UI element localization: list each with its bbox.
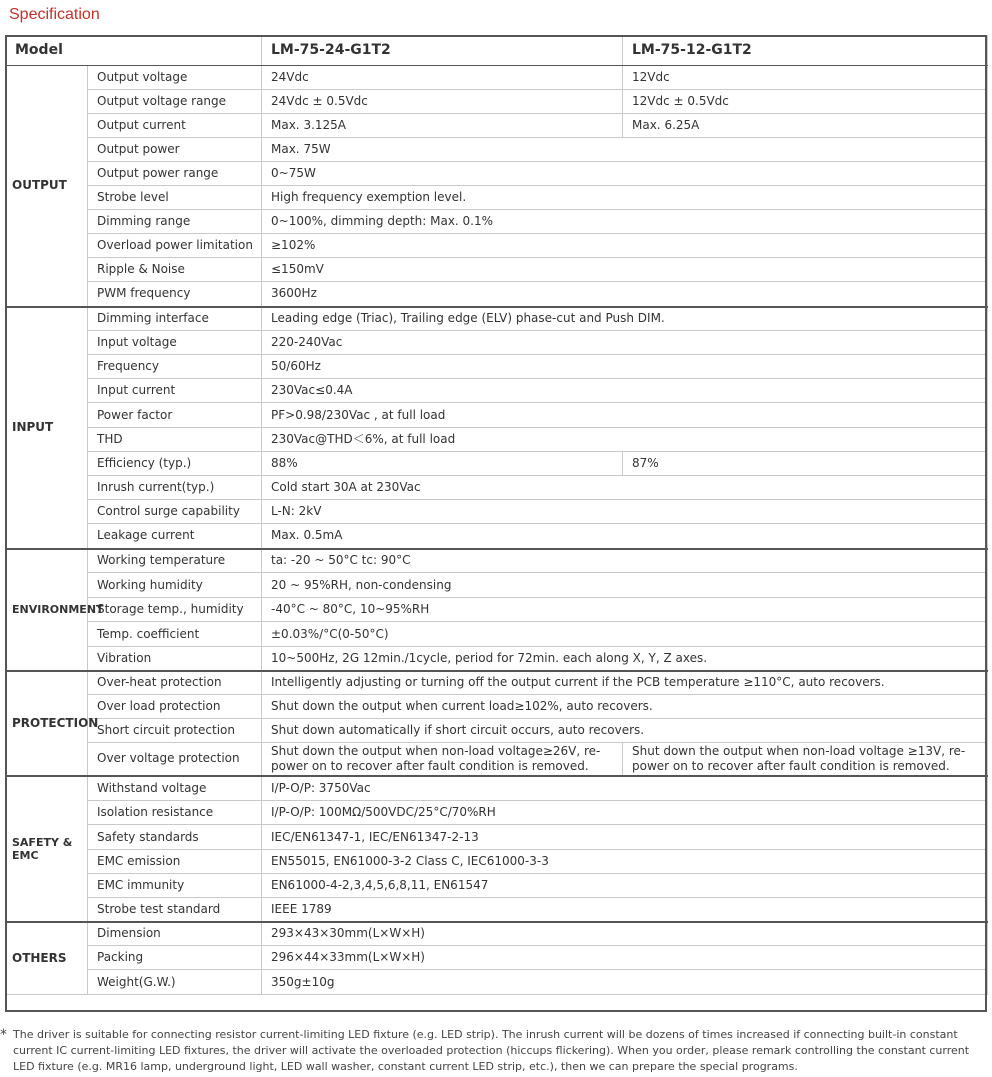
spec-value: EN61000-4-2,3,4,5,6,8,11, EN61547 <box>262 874 988 898</box>
spec-label: Frequency <box>88 355 262 379</box>
spec-value: IEEE 1789 <box>262 898 988 922</box>
asterisk-icon: * <box>0 1027 7 1043</box>
table-row <box>6 719 988 743</box>
table-row <box>6 428 988 452</box>
table-row <box>6 801 988 825</box>
spec-label: Output power <box>88 138 262 162</box>
spec-value: Leading edge (Triac), Trailing edge (ELV) phase-cut and Push DIM. <box>262 307 988 331</box>
table-row <box>6 90 988 114</box>
table-row <box>6 379 988 403</box>
spec-value: -40°C ~ 80°C, 10~95%RH <box>262 598 988 622</box>
group-label: OTHERS <box>6 922 88 995</box>
spec-value: 350g±10g <box>262 970 988 995</box>
table-row <box>6 776 988 801</box>
spec-value: 230Vac@THD＜6%, at full load <box>262 428 988 452</box>
spec-value: 0~100%, dimming depth: Max. 0.1% <box>262 210 988 234</box>
spec-value: ta: -20 ~ 50°C tc: 90°C <box>262 549 988 573</box>
spec-value: ≤150mV <box>262 258 988 282</box>
spec-label: EMC emission <box>88 850 262 874</box>
spec-value: Max. 3.125A <box>262 114 623 138</box>
table-row <box>6 476 988 500</box>
table-row <box>6 647 988 671</box>
table-row <box>6 258 988 282</box>
spec-value-b: Max. 6.25A <box>623 114 988 138</box>
spec-label: Working humidity <box>88 573 262 598</box>
spec-value: Max. 75W <box>262 138 988 162</box>
table-row <box>6 234 988 258</box>
spec-label: Dimming range <box>88 210 262 234</box>
table-row <box>6 114 988 138</box>
table-row <box>6 622 988 647</box>
table-row <box>6 850 988 874</box>
group-label: PROTECTION <box>6 671 88 776</box>
spec-label: Ripple & Noise <box>88 258 262 282</box>
table-row <box>6 162 988 186</box>
spec-value: I/P-O/P: 3750Vac <box>262 776 988 801</box>
spec-value: 24Vdc ± 0.5Vdc <box>262 90 623 114</box>
spec-value: Shut down the output when current load≥102%, auto recovers. <box>262 695 988 719</box>
spec-label: PWM frequency <box>88 282 262 307</box>
spec-value: 20 ~ 95%RH, non-condensing <box>262 573 988 598</box>
spec-value: Shut down the output when non-load voltage≥26V, re-power on to recover after fault condition is removed. <box>262 743 623 776</box>
group-label: SAFETY & EMC <box>6 776 88 922</box>
spec-label: Over load protection <box>88 695 262 719</box>
spec-label: Safety standards <box>88 825 262 850</box>
footnote-text: The driver is suitable for connecting resistor current-limiting LED fixture (e.g. LED strip). The inrush current will be dozens of times increased if connecting built-in constant current IC current-limiting LED fixtures, the driver will activate the overloaded protection (hiccups flickering). When you order, please remark controlling the constant current LED fixture (e.g. MR16 lamp, underground light, LED wall washer, constant current LED strip, etc.), then we can prepare the special programs. <box>13 1028 970 1073</box>
spec-label: Efficiency (typ.) <box>88 452 262 476</box>
spec-label: Output voltage range <box>88 90 262 114</box>
spec-value-b: Shut down the output when non-load voltage ≥13V, re-power on to recover after fault condition is removed. <box>623 743 988 776</box>
spec-label: Vibration <box>88 647 262 671</box>
table-row <box>6 331 988 355</box>
model-a-header: LM-75-24-G1T2 <box>262 36 623 66</box>
spec-label: EMC immunity <box>88 874 262 898</box>
group-label: OUTPUT <box>6 66 88 307</box>
table-row <box>6 524 988 549</box>
spec-label: Power factor <box>88 403 262 428</box>
spec-value: 220-240Vac <box>262 331 988 355</box>
table-row <box>6 186 988 210</box>
spec-value: Cold start 30A at 230Vac <box>262 476 988 500</box>
spec-value: IEC/EN61347-1, IEC/EN61347-2-13 <box>262 825 988 850</box>
spec-label: Packing <box>88 946 262 970</box>
spec-value: 88% <box>262 452 623 476</box>
table-row <box>6 671 988 695</box>
spec-value: 3600Hz <box>262 282 988 307</box>
spec-value-b: 12Vdc ± 0.5Vdc <box>623 90 988 114</box>
spec-value-b: 12Vdc <box>623 66 988 90</box>
spec-label: Over-heat protection <box>88 671 262 695</box>
spec-label: Input current <box>88 379 262 403</box>
spec-value: Intelligently adjusting or turning off the output current if the PCB temperature ≥110°C, auto recovers. <box>262 671 988 695</box>
group-label: ENVIRONMENT <box>6 549 88 671</box>
table-row <box>6 970 988 995</box>
model-b-header: LM-75-12-G1T2 <box>623 36 988 66</box>
table-row <box>6 825 988 850</box>
table-row <box>6 946 988 970</box>
footnote <box>0 1027 990 1075</box>
spec-label: Overload power limitation <box>88 234 262 258</box>
spec-label: Output current <box>88 114 262 138</box>
spec-value: 293×43×30mm(L×W×H) <box>262 922 988 946</box>
table-row <box>6 66 988 90</box>
spec-value-b: 87% <box>623 452 988 476</box>
table-row <box>6 138 988 162</box>
spec-value: I/P-O/P: 100MΩ/500VDC/25°C/70%RH <box>262 801 988 825</box>
header-row <box>6 36 988 66</box>
spec-label: Control surge capability <box>88 500 262 524</box>
spec-label: Isolation resistance <box>88 801 262 825</box>
spec-label: Weight(G.W.) <box>88 970 262 995</box>
table-row <box>6 743 988 776</box>
spec-value: 50/60Hz <box>262 355 988 379</box>
table-row <box>6 695 988 719</box>
spec-label: THD <box>88 428 262 452</box>
spec-value: 24Vdc <box>262 66 623 90</box>
spec-label: Temp. coefficient <box>88 622 262 647</box>
spec-label: Dimming interface <box>88 307 262 331</box>
spec-value: 0~75W <box>262 162 988 186</box>
spec-table <box>5 35 988 995</box>
spec-label: Strobe level <box>88 186 262 210</box>
table-row <box>6 922 988 946</box>
spec-value: EN55015, EN61000-3-2 Class C, IEC61000-3-3 <box>262 850 988 874</box>
spec-value: ±0.03%/°C(0-50°C) <box>262 622 988 647</box>
table-row <box>6 307 988 331</box>
table-row <box>6 573 988 598</box>
spec-value: PF>0.98/230Vac , at full load <box>262 403 988 428</box>
spec-label: Leakage current <box>88 524 262 549</box>
spec-value: High frequency exemption level. <box>262 186 988 210</box>
table-row <box>6 500 988 524</box>
spec-value: 230Vac≤0.4A <box>262 379 988 403</box>
spec-label: Input voltage <box>88 331 262 355</box>
group-label: INPUT <box>6 307 88 549</box>
spec-value: 10~500Hz, 2G 12min./1cycle, period for 72min. each along X, Y, Z axes. <box>262 647 988 671</box>
spec-label: Dimension <box>88 922 262 946</box>
spec-label: Withstand voltage <box>88 776 262 801</box>
spec-label: Over voltage protection <box>88 743 262 776</box>
table-row <box>6 403 988 428</box>
spec-label: Storage temp., humidity <box>88 598 262 622</box>
spec-value: Shut down automatically if short circuit occurs, auto recovers. <box>262 719 988 743</box>
spec-value: 296×44×33mm(L×W×H) <box>262 946 988 970</box>
spec-label: Working temperature <box>88 549 262 573</box>
table-row <box>6 210 988 234</box>
spec-label: Strobe test standard <box>88 898 262 922</box>
table-row <box>6 282 988 307</box>
spec-value: L-N: 2kV <box>262 500 988 524</box>
table-row <box>6 355 988 379</box>
spec-value: ≥102% <box>262 234 988 258</box>
table-row <box>6 452 988 476</box>
spec-label: Output power range <box>88 162 262 186</box>
table-row <box>6 598 988 622</box>
spec-label: Short circuit protection <box>88 719 262 743</box>
table-row <box>6 874 988 898</box>
spec-label: Inrush current(typ.) <box>88 476 262 500</box>
model-header: Model <box>6 36 262 66</box>
table-row <box>6 549 988 573</box>
table-row <box>6 898 988 922</box>
page-title: Specification <box>9 6 100 23</box>
spec-value: Max. 0.5mA <box>262 524 988 549</box>
spec-label: Output voltage <box>88 66 262 90</box>
